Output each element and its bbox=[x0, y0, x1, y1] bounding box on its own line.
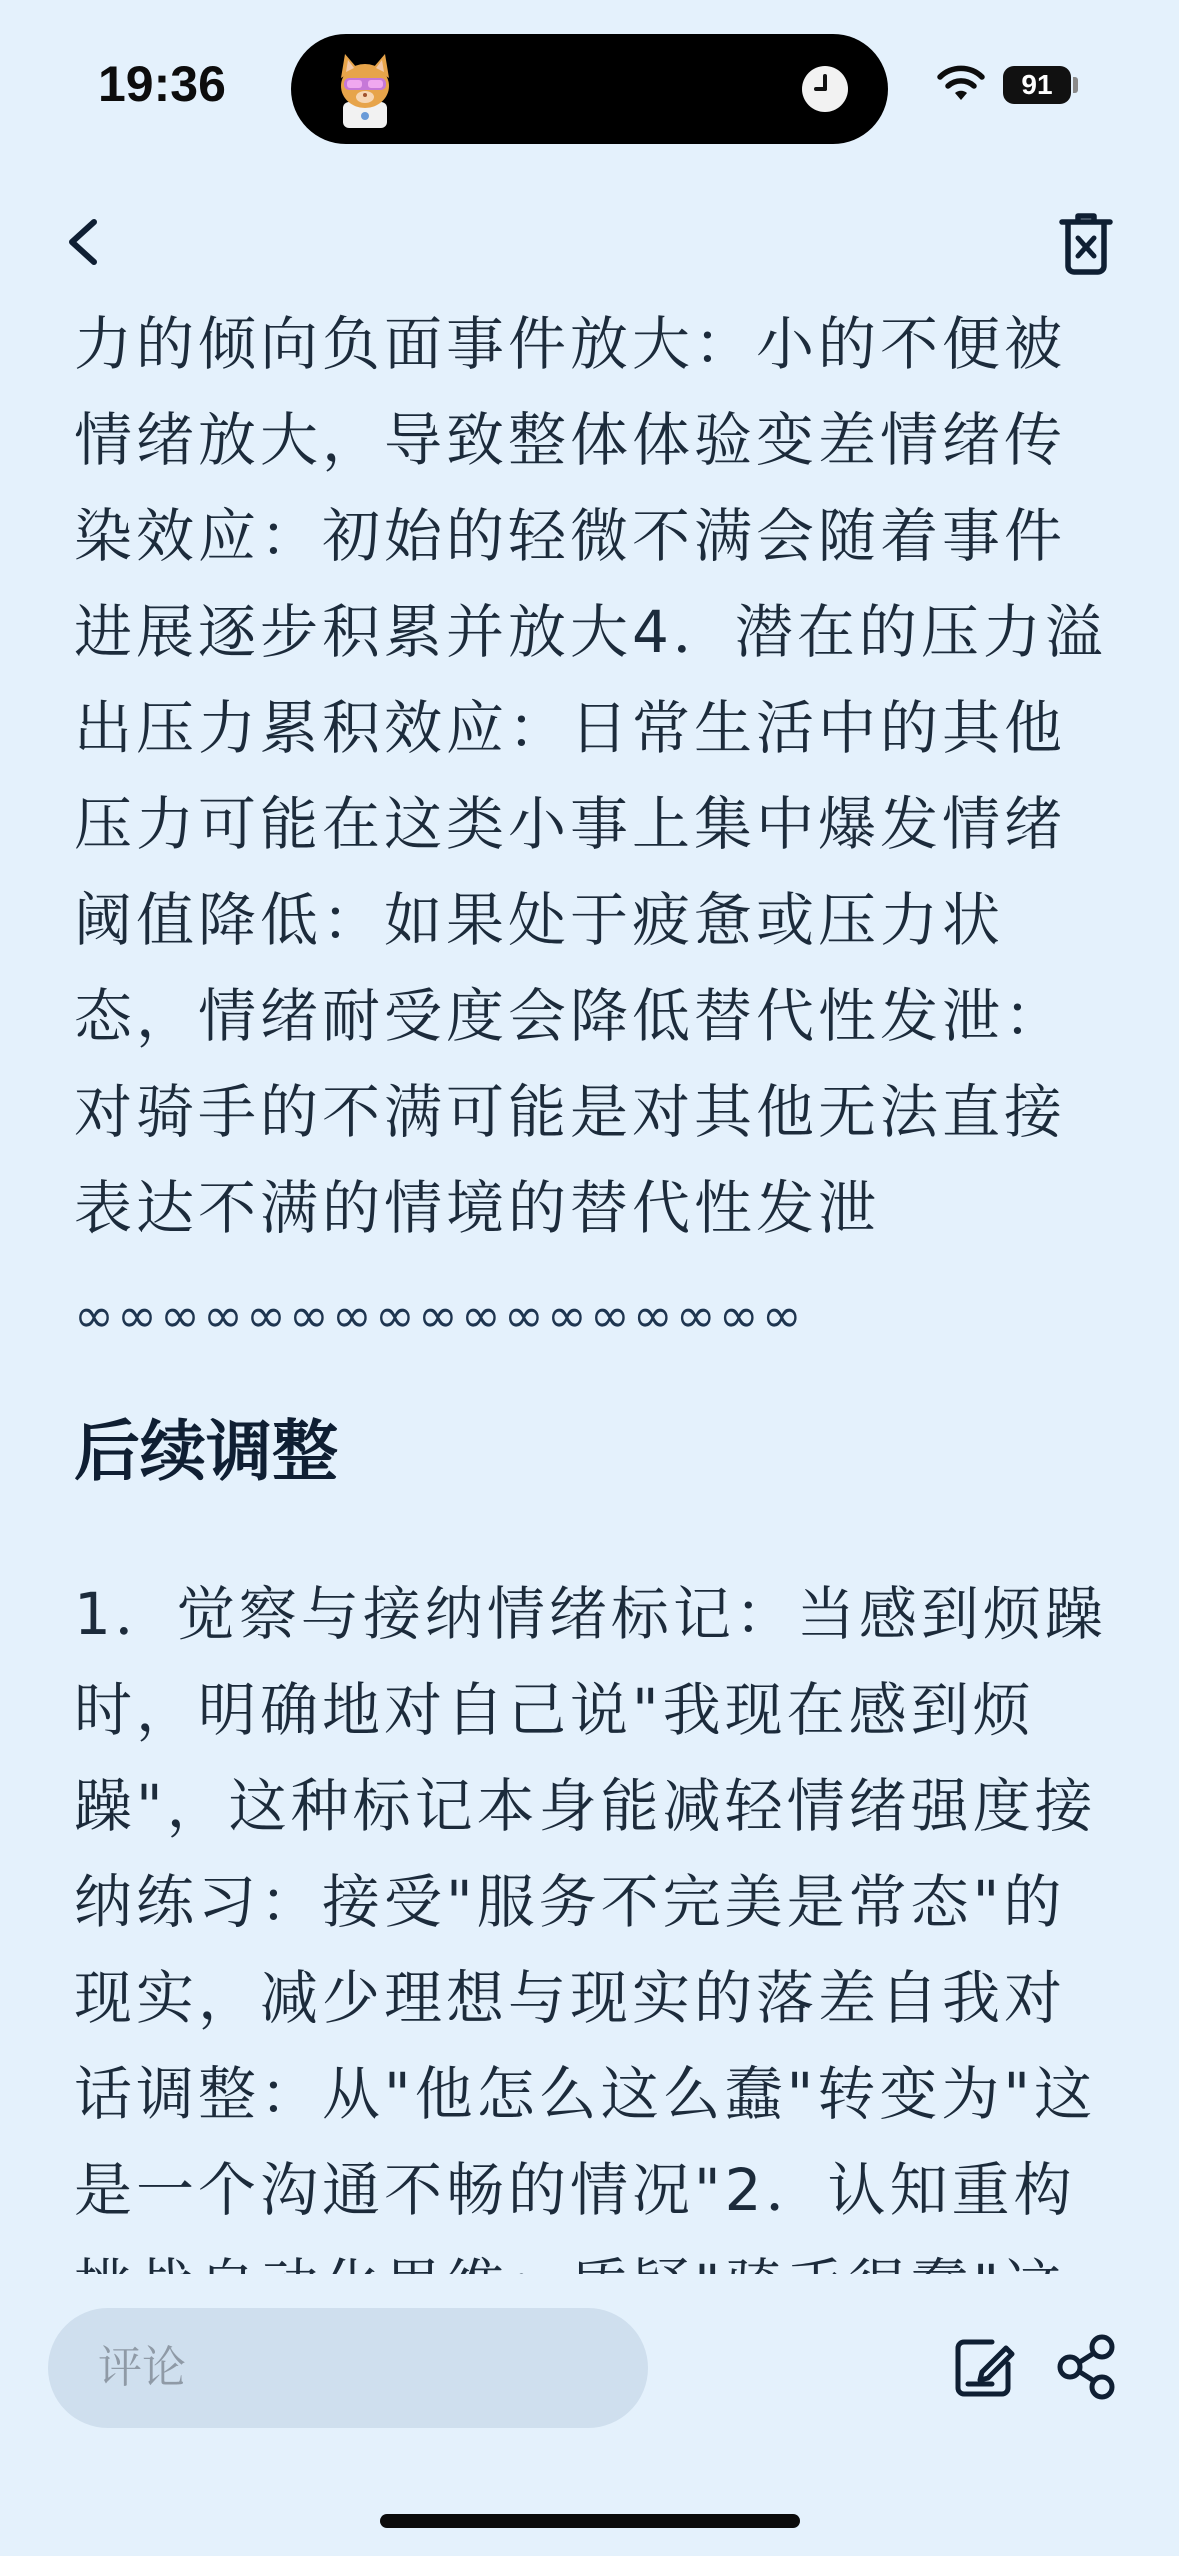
edit-note-icon[interactable] bbox=[952, 2336, 1016, 2400]
share-icon[interactable] bbox=[1056, 2334, 1118, 2400]
comment-input[interactable] bbox=[48, 2308, 648, 2428]
battery-tip bbox=[1073, 77, 1078, 93]
back-button[interactable] bbox=[58, 212, 112, 272]
infinity-divider: ∞∞∞∞∞∞∞∞∞∞∞∞∞∞∞∞∞ bbox=[74, 1288, 805, 1344]
article-content[interactable] bbox=[74, 296, 1114, 2274]
dynamic-island[interactable] bbox=[291, 34, 888, 144]
article-paragraph: 力的倾向负面事件放大：小的不便被情绪放大，导致整体体验变差情绪传染效应：初始的轻微不满会随着事件进展逐步积累并放大4．潜在的压力溢出压力累积效应：日常生活中的其他压力可能在这类小事上集中爆发情绪阈值降低：如果处于疲惫或压力状态，情绪耐受度会降低替代性发泄：对骑手的不满可能是对其他无法直接表达不满的情境的替代性发泄 bbox=[74, 310, 1107, 1242]
delete-button[interactable] bbox=[1056, 212, 1116, 276]
status-time: 19:36 bbox=[98, 56, 226, 112]
status-bar bbox=[0, 0, 1179, 170]
section-heading: 后续调整 bbox=[74, 1413, 338, 1490]
wifi-icon bbox=[936, 64, 986, 104]
article-paragraph: 1．觉察与接纳情绪标记：当感到烦躁时，明确地对自己说"我现在感到烦躁"，这种标记本身能减轻情绪强度接纳练习：接受"服务不完美是常态"的现实，减少理想与现实的落差自我对话调整：从"他怎么这么蠢"转变为"这是一个沟通不畅的情况"2．认知重构 bbox=[74, 1580, 1107, 2224]
cat-avatar-icon bbox=[327, 50, 403, 130]
battery-indicator: 91 bbox=[1003, 66, 1071, 104]
home-indicator[interactable] bbox=[380, 2514, 800, 2528]
clock-icon bbox=[800, 64, 850, 114]
comment-placeholder: 评论 bbox=[98, 2342, 186, 2393]
